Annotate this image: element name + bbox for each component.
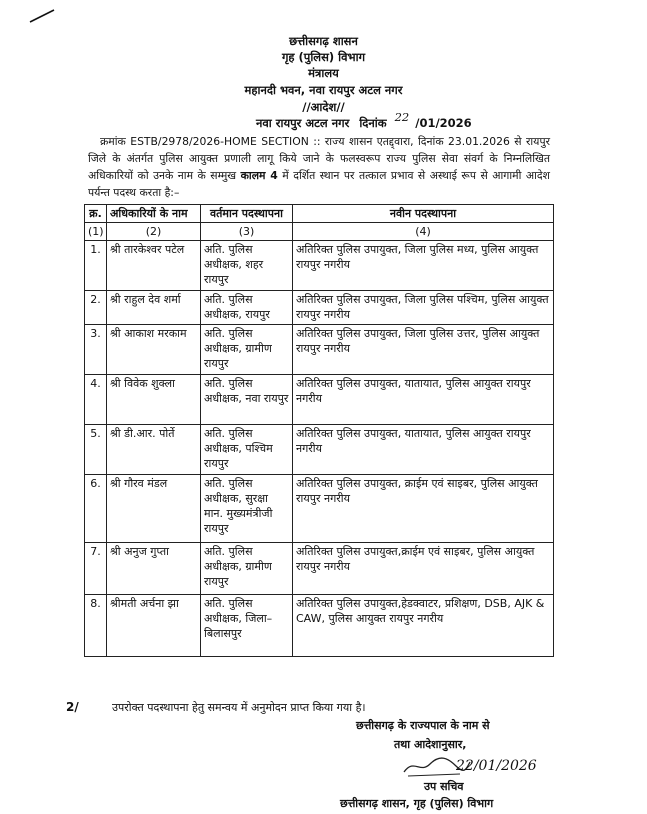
row-serial: 8. [85,595,107,657]
row-current-post: अति. पुलिस अधीक्षक, नवा रायपुर [201,375,293,425]
row-officer-name: श्रीमती अर्चना झा [107,595,201,657]
table-row [85,325,554,375]
signing-department: छत्तीसगढ़ शासन, गृह (पुलिस) विभाग [340,797,494,810]
header-govt: छत्तीसगढ़ शासन [289,34,358,48]
th-serial: क्र. [85,205,107,223]
header-ministry: मंत्रालय [308,66,339,80]
table-body [85,241,554,657]
pen-stroke-mark [28,8,56,24]
table-row [85,375,554,425]
col-number: (1) [85,223,107,241]
row-officer-name: श्री अनुज गुप्ता [107,543,201,595]
designation: उप सचिव [424,780,464,793]
table-row [85,291,554,325]
point-text: उपरोक्त पदस्थापना हेतु समन्वय में अनुमोदन प्राप्त किया गया है। [112,701,366,714]
row-new-post: अतिरिक्त पुलिस उपायुक्त,क्राईम एवं साइबर, पुलिस आयुक्त रायपुर नगरीय [293,543,554,595]
intro-part2: में दर्शित स्थान पर तत्काल प्रभाव से अस्थाई रूप से आगामी आदेश पर्यन्त पदस्थ करता है:– [88,169,550,199]
signature-date: 22/01/2026 [456,758,537,774]
row-new-post: अतिरिक्त पुलिस उपायुक्त, यातायात, पुलिस आयुक्त रायपुर नगरीय [293,375,554,425]
row-serial: 6. [85,475,107,543]
row-officer-name: श्री विवेक शुक्ला [107,375,201,425]
row-officer-name: श्री राहुल देव शर्मा [107,291,201,325]
header-dept: गृह (पुलिस) विभाग [281,50,366,64]
row-new-post: अतिरिक्त पुलिस उपायुक्त,हेडक्वाटर, प्रशिक्षण, DSB, AJK & CAW, पुलिस आयुक्त रायपुर नगरीय [293,595,554,657]
row-current-post: अति. पुलिस अधीक्षक, ग्रामीण रायपुर [201,325,293,375]
row-current-post: अति. पुलिस अधीक्षक, जिला–बिलासपुर [201,595,293,657]
row-officer-name: श्री आकाश मरकाम [107,325,201,375]
header-date-label: दिनांक [359,116,387,130]
header-date-day: 22 [394,110,410,124]
row-serial: 5. [85,425,107,475]
row-new-post: अतिरिक्त पुलिस उपायुक्त, यातायात, पुलिस आयुक्त रायपुर नगरीय [293,425,554,475]
row-new-post: अतिरिक्त पुलिस उपायुक्त, जिला पुलिस उत्तर, पुलिस आयुक्त रायपुर नगरीय [293,325,554,375]
intro-paragraph [88,133,550,201]
row-serial: 4. [85,375,107,425]
table-row [85,425,554,475]
th-name: अधिकारियों के नाम [107,205,201,223]
table-row [85,543,554,595]
posting-table [84,204,554,657]
point-number: 2/ [66,700,79,714]
row-serial: 1. [85,241,107,291]
intro-bold: कालम 4 [240,169,278,182]
row-current-post: अति. पुलिस अधीक्षक, सुरक्षा मान. मुख्यमंत्रीजी रायपुर [201,475,293,543]
row-officer-name: श्री गौरव मंडल [107,475,201,543]
header-place: नवा रायपुर अटल नगर [256,116,350,130]
col-number: (4) [293,223,554,241]
row-officer-name: श्री डी.आर. पोर्ते [107,425,201,475]
row-serial: 7. [85,543,107,595]
header-order-title: //आदेश// [302,100,345,114]
intro-part1: क्रमांक ESTB/2978/2026-HOME SECTION :: राज्य शासन एतद्द्वारा, दिनांक 23.01.2026 से रायपुर जिले के अंतर्गत पुलिस आयुक्त प्रणाली लागू किये जाने के फलस्वरूप राज्य पुलिस सेवा संवर्ग के निम्नलिखित अधिकारियों को उनके नाम के सम्मुख [88,135,550,182]
row-new-post: अतिरिक्त पुलिस उपायुक्त, जिला पुलिस पश्चिम, पुलिस आयुक्त रायपुर नगरीय [293,291,554,325]
order-line: तथा आदेशानुसार, [394,738,467,751]
row-current-post: अति. पुलिस अधीक्षक, शहर रायपुर [201,241,293,291]
table-row [85,475,554,543]
row-current-post: अति. पुलिस अधीक्षक, पश्चिम रायपुर [201,425,293,475]
header-place-date [256,110,472,131]
table-row [85,241,554,291]
row-serial: 3. [85,325,107,375]
header-date-rest: /01/2026 [415,116,472,130]
row-officer-name: श्री तारकेश्वर पटेल [107,241,201,291]
row-current-post: अति. पुलिस अधीक्षक, ग्रामीण रायपुर [201,543,293,595]
th-current: वर्तमान पदस्थापना [201,205,293,223]
table-row [85,595,554,657]
th-new: नवीन पदस्थापना [293,205,554,223]
col-number: (2) [107,223,201,241]
row-new-post: अतिरिक्त पुलिस उपायुक्त, क्राईम एवं साइबर, पुलिस आयुक्त रायपुर नगरीय [293,475,554,543]
row-serial: 2. [85,291,107,325]
governor-line: छत्तीसगढ़ के राज्यपाल के नाम से [356,719,490,732]
row-new-post: अतिरिक्त पुलिस उपायुक्त, जिला पुलिस मध्य, पुलिस आयुक्त रायपुर नगरीय [293,241,554,291]
row-current-post: अति. पुलिस अधीक्षक, रायपुर [201,291,293,325]
col-number: (3) [201,223,293,241]
header-address: महानदी भवन, नवा रायपुर अटल नगर [244,83,403,97]
